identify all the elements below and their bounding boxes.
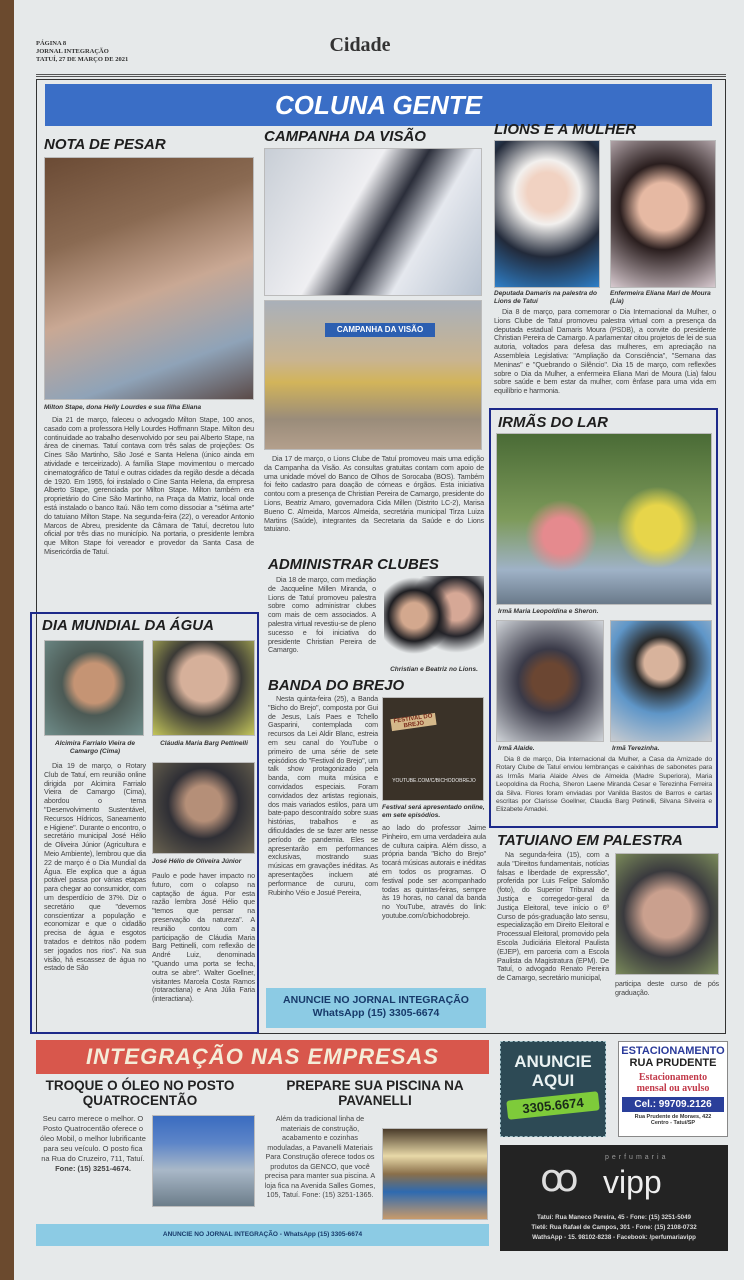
ad-phone-tag: 3305.6674 xyxy=(506,1091,599,1120)
caption-leopoldina-sheron: Irmã Maria Leopoldina e Sheron. xyxy=(498,608,599,615)
section-title: Cidade xyxy=(329,34,391,56)
article-agua-col2: Paulo e pode haver impacto no futuro, com o colapso na captação de água. Por esta razão lembra José Hélio que "temos que pensar na preservação da natureza". A reunião contou com a participação de Cláudia Maria Barg Pettinelli, com reflexão de André Luiz, denominada "Quando uma porta se fecha, outra se abre". Walter Goellner, visitantes Marcela Costa Ramos (rotaractiana) e Ana Júlia Faria (interactiana). xyxy=(152,871,255,1004)
photo-campaign-group xyxy=(264,300,482,450)
ad-anuncie-line2: AQUI xyxy=(531,1071,575,1090)
estac-addr2: Centro - Tatuí/SP xyxy=(650,1120,696,1126)
photo-christian-beatriz xyxy=(384,576,484,664)
estac-addr1: Rua Prudente de Moraes, 422 xyxy=(634,1114,712,1120)
ad-quatrocentao-phone: Fone: (15) 3251-4674. xyxy=(55,1164,131,1173)
heading-nota-pesar: NOTA DE PESAR xyxy=(44,136,166,153)
poster-title: FESTIVAL DO BREJO xyxy=(390,713,436,731)
ad-line-1: ANUNCIE NO JORNAL INTEGRAÇÃO xyxy=(283,994,469,1006)
ad-anuncie-aqui[interactable] xyxy=(500,1041,606,1137)
estac-l1: ESTACIONAMENTO xyxy=(621,1045,725,1057)
article-campanha-visao: Dia 17 de março, o Lions Clube de Tatuí promoveu mais uma edição da Campanha da Visão. As consultas gratuitas contam com apoio de uma unidade móvel do Banco de Olhos de Sorocaba (BOS). Também foi feito cadastro para doação de córneas e órgãos. Esta iniciativa contou com a presença de Christian Pereira de Camargo, presidente do Lions, Beatriz Amaro, governadora Cida Millen (Distrito LC-2), Marisa Bueno C. Almeida, Marcos Almeida, secretária municipal Tirza Luiza Martins (Saúde), integrantes da Secretaria da Saúde e do Lions tatuiano. xyxy=(264,454,484,534)
estac-l4: mensal ou avulso xyxy=(636,1083,710,1094)
vipp-logo-icon: ꝏ xyxy=(540,1158,579,1200)
caption-damaris: Deputada Damaris na palestra do Lions de Tatuí xyxy=(494,290,597,305)
ad-anuncie-jornal[interactable] xyxy=(266,988,486,1028)
heading-administrar-clubes: ADMINISTRAR CLUBES xyxy=(268,556,439,573)
heading-banda-brejo: BANDA DO BREJO xyxy=(268,677,405,694)
vipp-line3: WathsApp - 15. 98102-8238 - Facebook: /perfumariavipp xyxy=(532,1234,696,1241)
vipp-line2: Tietê: Rua Rafael de Campos, 301 - Fone: (15) 2108-0732 xyxy=(531,1224,697,1231)
photo-enfermeira-eliana xyxy=(610,140,716,288)
ad-pavanelli-title: PREPARE SUA PISCINA NA PAVANELLI xyxy=(286,1078,464,1108)
article-irmas-lar: Dia 8 de março, Dia Internacional da Mulher, a Casa da Amizade do Rotary Clube de Tatuí enviou lembranças e caixinhas de sabonetes para as Irmãs Maria Alaide Alves de Almeida (Madre Superiora), Maria Leopoldina da Rocha, Sheron Laene Miranda Cesar e Terezinha Ferreira da Silva. Flores foram enviadas por Vanilda Bastos de Barros e cartas escritas por Clarisse Goellner, Claudia Barg Petinelli, Silvana Silveira e Elizabete Amadei. xyxy=(496,756,712,814)
caption-stape: Milton Stape, dona Helly Lourdes e sua filha Eliana xyxy=(44,404,202,411)
caption-alcimira: Alcimira Farrialo Vieira de Camargo (Cima) xyxy=(55,740,135,755)
photo-irma-leopoldina-sheron xyxy=(496,433,712,605)
heading-tatuiano-palestra: TATUIANO EM PALESTRA xyxy=(497,832,683,849)
article-brejo-col2: ao lado do professor Jaime Pinheiro, em uma verdadeira aula de cultura caipira. Além disso, a própria banda "Bicho do Brejo" tocará músicas autorais e inéditas em todos os programas. O festival pode ser acompanhado todas as quintas-feiras, sempre às 19 horas, no canal da banda no YouTube, através do link: youtube.com/c/bichodobrejo. xyxy=(382,823,486,920)
caption-festival: Festival será apresentado online, em sete episódios. xyxy=(382,804,485,819)
ad-anuncie-line1: ANUNCIE xyxy=(514,1052,592,1071)
ad-perfumaria-vipp[interactable] xyxy=(500,1145,728,1251)
estac-l3: Estacionamento xyxy=(638,1072,708,1083)
caption-jose-helio: José Hélio de Oliveira Júnior xyxy=(152,858,242,865)
ad-estacionamento[interactable] xyxy=(618,1041,728,1137)
photo-claudia xyxy=(152,640,255,736)
article-agua-col1: Dia 19 de março, o Rotary Club de Tatuí, em reunião online dirigida por Alcimira Farrialo Vieira de Camargo (Cima), abordou o tema "Desenvolvimento Sustentável, Recursos Hídricos, Saneamento e Higiene". Durante o encontro, o secretário municipal José Hélio de Oliveira Júnior (Agricultura e Meio Ambiente), lembrou que dia 22 de março é o Dia Mundial da Água. Ele explica que a água potável passa por várias etapas para chegar ao consumidor, com um desperdício de 37%. Diz o secretário que "devemos conscientizar a população e economizar e que o cidadão precisa de água e esgotos tratados e detritos não podem ser jogados nos rios". Na sua visão, há escassez de água no estado de São xyxy=(44,761,146,973)
article-lions-mulher: Dia 8 de março, para comemorar o Dia Internacional da Mulher, o Lions Clube de Tatuí promoveu palestra virtual com a presença da deputada estadual Damaris Moura (PSDB), a convite do presidente Christian Pereira de Camargo. A parlamentar citou projetos de lei de sua autoria, voltados para defesa das mulheres, em apreciação na Assembleia Legislativa: "Ampliação da Consciência", "Semana das Meninas" e "Quebrando o Silêncio". Dia 15 de março, com reflexões sobre o Dia da Mulher, a enfermeira Eliana Mari de Moura (Lia) falou sobre saúde e bem estar da mulher, com ênfase para uma vida em equilíbrio e harmonia. xyxy=(494,307,716,396)
campaign-banner-in-photo: CAMPANHA DA VISÃO xyxy=(325,323,435,337)
vipp-tagline: perfumaria xyxy=(605,1154,669,1161)
ad-quatrocentao-title: TROQUE O ÓLEO NO POSTO QUATROCENTÃO xyxy=(45,1078,235,1108)
issue-date: TATUÍ, 27 DE MARÇO DE 2021 xyxy=(36,56,129,63)
photo-festival-poster xyxy=(382,697,484,801)
photo-pool xyxy=(382,1128,488,1220)
article-nota-pesar: Dia 21 de março, faleceu o advogado Milton Stape, 100 anos, casado com a professora Helly Lourdes Hoffmann Stape. Milton deu continuidade ao trabalho desenvolvido por seu pai Alberto Stape, na área de cinemas. Tatuí contava com três salas de projeções: Os Cines São Martinho, São José e Santa Helena (único ainda em atividade e terceirizado). A família Stape movimentou o mercado cinematográfico de Tatuí e outras cidades da região desde a década de 1920. Em 1955, foi instalado o Cine Santa Helena, da empresa Alberto Stape, gerenciada por Milton Stape. Milton também era proprietário do Cine São Martinho, na Praça da Matriz, local onde está instalado o banco Itaú. Não tem como dissociar a "sétima arte" do tatuiano Milton Stape. Na segunda-feira (22), o vereador Antonio Marcos de Abreu, presidente da Câmara de Tatuí, decretou luto oficial por três dias no município. Na portaria, o presidente lembra que Milton Stape foi vereador e provedor da Santa Casa de Misericórdia de Tatuí. xyxy=(44,415,254,556)
heading-campanha-visao: CAMPANHA DA VISÃO xyxy=(264,128,426,145)
photo-alcimira xyxy=(44,640,144,736)
photo-irma-terezinha xyxy=(610,620,712,742)
vipp-contacts xyxy=(504,1213,724,1243)
caption-alaide: Irmã Alaide. xyxy=(498,745,535,752)
empresas-banner: INTEGRAÇÃO NAS EMPRESAS xyxy=(36,1040,489,1074)
estac-l2: RUA PRUDENTE xyxy=(629,1057,717,1069)
page-number: PÁGINA 8 xyxy=(36,40,67,47)
ad-quatrocentao-body: Seu carro merece o melhor. O Posto Quatrocentão oferece o óleo Mobil, o melhor lubrificante para seu veículo. O posto fica na Rua do Cruzeiro, 711, Tatuí. xyxy=(40,1114,146,1163)
vipp-name: vipp xyxy=(603,1164,662,1200)
ad-quatrocentao-text xyxy=(40,1114,146,1174)
photo-luis-felipe-salomao xyxy=(615,853,719,975)
article-tatuiano-palestra: Na segunda-feira (15), com a aula "Direitos fundamentais, notícias falsas e liberdade de expressão", proferida por Luis Felipe Salomão (foto), do Superior Tribunal de Justiça e corregedor-geral da Justiça Eleitoral, teve início o 6º Curso de pós-graduação lato sensu, especialização em Direito Eleitoral e Processual Eleitoral, promovido pela Escola Judiciária Eleitoral Paulista (EJEP), em parceria com a Escola Paulista da Magistratura (EPM). De Tatuí, o advogado Renato Pereira de Camargo, secretário municipal, xyxy=(497,850,609,983)
photo-deputada-damaris xyxy=(494,140,600,288)
photo-irma-alaide xyxy=(496,620,604,742)
header-rule xyxy=(36,74,726,77)
page-meta xyxy=(36,40,128,64)
heading-lions-mulher: LIONS E A MULHER xyxy=(494,121,637,138)
footer-anuncie-bar[interactable]: ANUNCIE NO JORNAL INTEGRAÇÃO - WhatsApp (15) 3305-6674 xyxy=(36,1224,489,1246)
photo-eye-exam xyxy=(264,148,482,296)
estac-cel: Cel.: 99709.2126 xyxy=(622,1097,724,1112)
poster-url: YOUTUBE.COM/C/BICHODOBREJO xyxy=(392,778,476,784)
caption-eliana: Enfermeira Eliana Mari de Moura (Lia) xyxy=(610,290,711,305)
ad-pavanelli-text: Além da tradicional linha de materiais de construção, acabamento e cozinhas moduladas, a Pavanelli Materiais Para Construção oferece todos os produtos da GENCO, que você precisa para manter sua piscina. A loja fica na Avenida Salles Gomes, 105, Tatuí. Fone: (15) 3251-1365. xyxy=(264,1114,376,1199)
article-palestra-end: participa deste curso de pós graduação. xyxy=(615,979,719,997)
photo-jose-helio xyxy=(152,762,255,854)
caption-claudia: Cláudia Maria Barg Pettinelli xyxy=(160,740,248,747)
caption-christian-beatriz: Christian e Beatriz no Lions. xyxy=(390,666,478,673)
caption-terezinha: Irmã Terezinha. xyxy=(612,745,660,752)
photo-oil-bottles xyxy=(152,1115,255,1207)
vipp-line1: Tatuí: Rua Maneco Pereira, 45 - Fone: (15) 3251-5049 xyxy=(537,1214,691,1221)
heading-dia-agua: DIA MUNDIAL DA ÁGUA xyxy=(42,617,214,634)
heading-irmas-lar: IRMÃS DO LAR xyxy=(498,414,608,431)
paper-name: JORNAL INTEGRAÇÃO xyxy=(36,48,109,55)
article-administrar-clubes: Dia 18 de março, com mediação de Jacqueline Millen Miranda, o Lions de Tatuí promoveu palestra sobre como administrar clubes com mais de cem associados. A palestra virtual revestiu-se de pleno sucesso e foi iniciativa do presidente Christian Pereira de Camargo. xyxy=(268,575,376,655)
photo-stape-family xyxy=(44,157,254,400)
ad-line-2: WhatsApp (15) 3305-6674 xyxy=(312,1007,440,1019)
column-banner: COLUNA GENTE xyxy=(45,84,712,126)
article-brejo-col1: Nesta quinta-feira (25), a Banda "Bicho do Brejo", composta por Gui de Jesus, Laís Paes e Tchello Gasparini, contemplada com recursos da Lei Aldir Blanc, estreia em seu canal do YouTube o primeiro de uma série de sete episódios do "Festival do Brejo", um talk show protagonizado pela banda, com muita música e convidados especiais. Foram convidados dez artistas regionais, dos mais variados estilos, para um bate-papo descontraído sobre suas histórias, trabalhos e as dificuldades de se fazer arte nesse período de pandemia. Eles se apresentarão em performances exclusivas, mostrando suas músicas em gravações inéditas. As apresentações incluem até performance de cururu, com Rubinho Véio e Josué Pereira, xyxy=(268,694,378,897)
